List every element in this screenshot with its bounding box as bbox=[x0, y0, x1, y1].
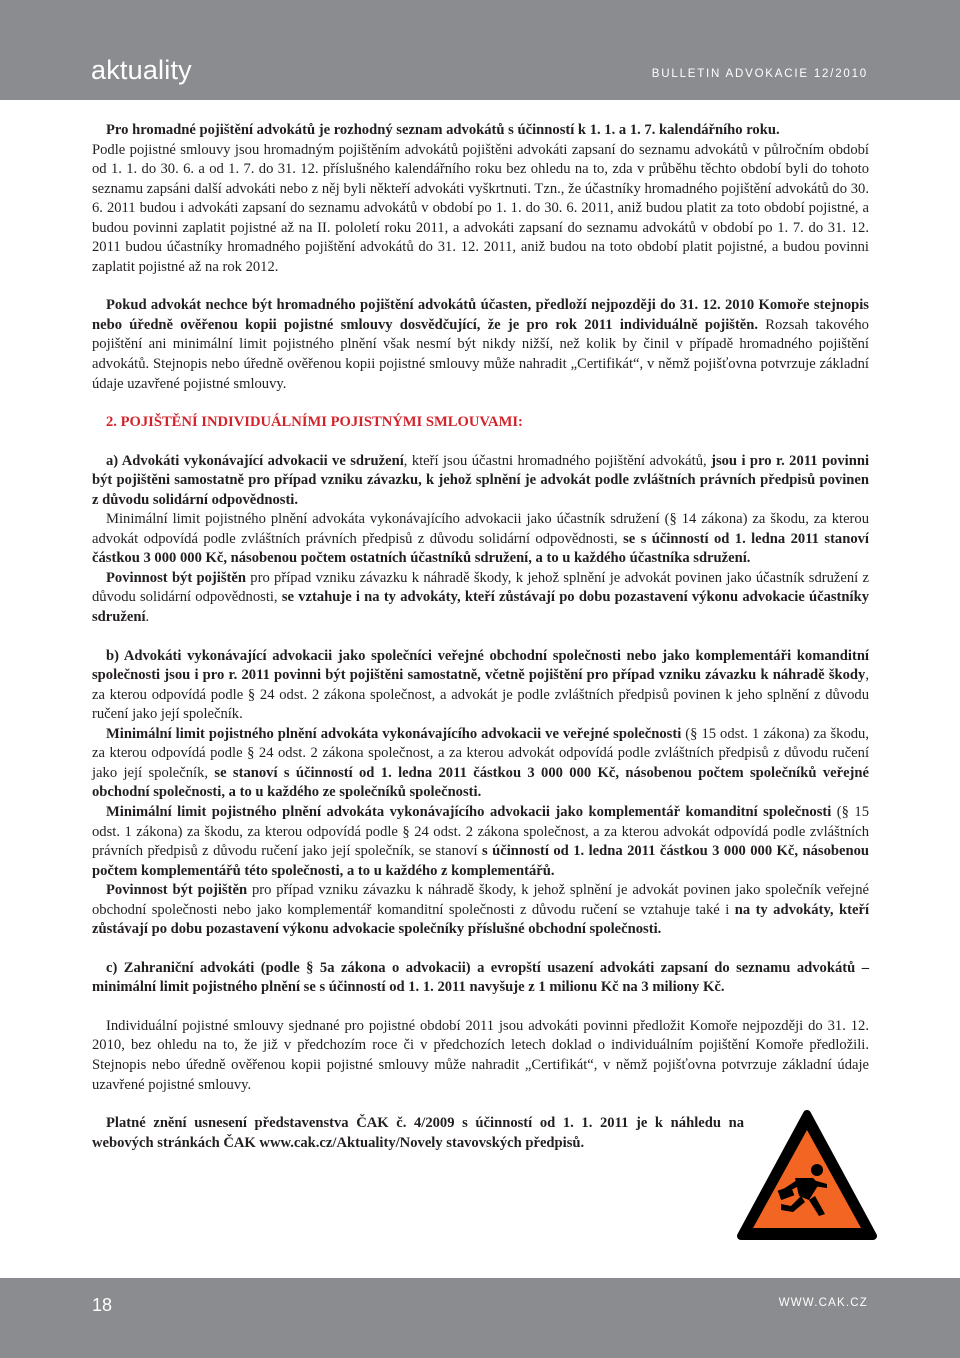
paragraph-a-duty bbox=[92, 569, 869, 628]
text-bold: se vztahuje i na ty advokáty, kteří zůstávají po dobu pozastavení výkonu advokacie účastníky sdružení bbox=[92, 589, 869, 626]
paragraph-lead: Pokud advokát nechce být hromadného pojištění advokátů účasten, předloží nejpozději do 31. 12. 2010 Komoře stejnopis nebo úředně ověřenou kopii pojistné smlouvy dosvědčující, že je pro rok 2011 individuálně pojištěn. bbox=[92, 297, 869, 333]
paragraph-text: Podle pojistné smlouvy jsou hromadným pojištěním advokátů pojištěni advokáti zapsaní do seznamu advokátů v půlročním období od 1. 1. do 30. 6. a od 1. 7. do 31. 12. příslušného kalendářního roku bez ohledu na to, zda v průběhu těchto období byli do tohoto seznamu zapsáni další advokáti nebo z něj byli někteří advokáti vyškrtnuti. Tzn., že účastníky hromadného pojištění advokátů do 30. 6. 2011 budou i advokáti zapsaní do seznamu advokátů v období po 1. 1. do 30. 6. 2011, aniž budou platit za toto období pojistné, a budou povinni zaplatit pojistné až na II. pololetí roku 2011, a advokáti zapsaní do seznamu advokátů v období po 1. 7. do 31. 12. 2011 budou účastníky hromadného pojištění advokátů do 31. 12. 2011, aniž budou na toto období platit pojistné, a budou povinni zaplatit pojistné až na rok 2012. bbox=[92, 141, 869, 275]
text-bold: a) Advokáti vykonávající advokacii ve sdružení bbox=[106, 452, 404, 469]
text-regular: pro případ vzniku závazku k náhradě škody, k jehož splnění je advokát povinen jako společník veřejné obchodní společnosti nebo jako komplementář komanditní společnosti z důvodu ručení se vztahuje také i bbox=[92, 882, 869, 918]
text-bold: Platné znění usnesení představenstva ČAK č. 4/2009 s účinností od 1. 1. 2011 je k náhledu na webových stránkách ČAK www.cak.cz/Aktuality/Novely stavovských předpisů. bbox=[92, 1115, 744, 1151]
text-regular: (§ 15 odst. 1 zákona) za škodu, za kterou odpovídá podle § 24 odst. 2 zákona společnost, a za kterou advokát odpovídá podle zvláštních předpisů z důvodu ručení jako její společník, bbox=[92, 725, 869, 781]
paragraph-a bbox=[92, 452, 869, 511]
paragraph-final bbox=[92, 1114, 744, 1153]
text-bold: Povinnost být pojištěn bbox=[106, 569, 246, 586]
page-number: 18 bbox=[92, 1295, 113, 1315]
text-bold: Minimální limit pojistného plnění advokáta vykonávajícího advokacii ve veřejné společnosti bbox=[106, 725, 682, 742]
paragraph-individual-contracts: Individuální pojistné smlouvy sjednané pro pojistné období 2011 jsou advokáti povinni předložit Komoře nejpozději do 31. 12. 2010, bez ohledu na to, že již v předchozím roce či v předchozích letech doklad o individuálním pojištění Komoře předložili. Stejnopis nebo úředně ověřenou kopii pojistné smlouvy může nahradit „Certifikát“, v němž pojišťovna potvrzuje základní údaje uzavřené pojistné smlouvy. bbox=[92, 1017, 869, 1093]
footer-band bbox=[0, 1278, 960, 1358]
section-title: aktuality bbox=[91, 55, 192, 85]
paragraph-b-limit-vos bbox=[92, 725, 869, 803]
paragraph-b bbox=[92, 647, 869, 725]
paragraph-c bbox=[92, 959, 869, 998]
text-bold: se s účinností od 1. ledna 2011 stanoví částkou 3 000 000 Kč, násobenou počtem ostatních účastníků sdružení, a to u každého účastníka sdružení. bbox=[92, 530, 869, 567]
text-regular: , kteří jsou účastni hromadného pojištění advokátů, bbox=[403, 452, 712, 469]
text-bold: s účinností od 1. ledna 2011 částkou 3 000 000 Kč, násobenou počtem komplementářů této společnosti, a to u každého z komplementářů. bbox=[92, 843, 869, 879]
text-bold: jsou i pro r. 2011 povinni být pojištěni samostatně pro případ vzniku závazku, k jehož splnění je advokát podle zvláštních právních předpisů povinen z důvodu solidární odpovědnosti. bbox=[92, 452, 869, 508]
text-bold: b) Advokáti vykonávající advokacii jako společníci veřejné obchodní společnosti nebo jako komplementáři komanditní společnosti jsou i pro r. 2011 povinni být pojištěni samostatně, včetně pojištění pro případ vzniku závazku k náhradě škody bbox=[92, 647, 869, 684]
text-bold: Povinnost být pojištěn bbox=[106, 882, 248, 899]
text-bold: Minimální limit pojistného plnění advokáta vykonávajícího advokacii jako komplementář komanditní společnosti bbox=[106, 803, 832, 820]
section-heading-2: 2. POJIŠTĚNÍ INDIVIDUÁLNÍMI POJISTNÝMI SMLOUVAMI: bbox=[106, 414, 523, 431]
text-regular: , za kterou odpovídá podle § 24 odst. 2 zákona společnost, a advokát je podle zvláštních předpisů povinen k jeho splnění z důvodu ručení jako její společník. bbox=[92, 667, 869, 723]
text-bold: na ty advokáty, kteří zůstávají po dobu pozastavení výkonu advokacie společníky příslušné obchodní společnosti. bbox=[92, 901, 870, 938]
article-body bbox=[92, 121, 869, 1153]
text-regular: Minimální limit pojistného plnění advokáta vykonávajícího advokacii jako účastník sdružení (§ 14 zákona) za škodu, za kterou advokát odpovídá podle zvláštních právních předpisů z důvodu solidární odpovědnosti, bbox=[92, 511, 869, 547]
paragraph-b-limit-ks bbox=[92, 803, 869, 881]
running-man-warning-sign-icon bbox=[735, 1108, 879, 1244]
paragraph-rozhodny-seznam bbox=[92, 121, 869, 277]
text-regular: (§ 15 odst. 1 zákona) za škodu, za kterou odpovídá podle § 24 odst. 2 zákona společnost, a za kterou advokát odpovídá podle zvláštních právních předpisů z důvodu ručení jako její společník, se stanoví bbox=[92, 803, 869, 860]
text-regular: pro případ vzniku závazku k náhradě škody, k jehož splnění je advokát povinen jako účastník sdružení z důvodu solidární odpovědnosti, bbox=[92, 569, 869, 606]
header-band bbox=[0, 0, 960, 100]
text-bold: se stanoví s účinností od 1. ledna 2011 částkou 3 000 000 Kč, násobenou počtem společníků veřejné obchodní společnosti, a to u každého ze společníků společnosti. bbox=[92, 764, 869, 801]
text-regular: . bbox=[145, 609, 150, 626]
paragraph-a-limit bbox=[92, 510, 869, 569]
paragraph-individual-insurance bbox=[92, 296, 869, 394]
paragraph-lead: Pro hromadné pojištění advokátů je rozhodný seznam advokátů s účinností k 1. 1. a 1. 7. kalendářního roku. bbox=[106, 122, 780, 138]
paragraph-text: Rozsah takového pojištění ani minimální limit pojistného plnění však nesmí být nikdy nižší, než kolik by činil v případě hromadného pojištění advokátů. Stejnopis nebo úředně ověřenou kopii pojistné smlouvy může nahradit „Certifikát“, v němž pojišťovna potvrzuje základní údaje uzavřené pojistné smlouvy. bbox=[92, 316, 869, 392]
website-link[interactable]: WWW.CAK.CZ bbox=[778, 1297, 868, 1309]
bulletin-label: BULLETIN ADVOKACIE 12/2010 bbox=[651, 68, 868, 80]
paragraph-b-duty bbox=[92, 881, 869, 940]
text-bold: c) Zahraniční advokáti (podle § 5a zákona o advokacii) a evropští usazení advokáti zapsaní do seznamu advokátů – minimální limit pojistného plnění se s účinností od 1. 1. 2011 navyšuje z 1 milionu Kč na 3 miliony Kč. bbox=[92, 959, 869, 996]
